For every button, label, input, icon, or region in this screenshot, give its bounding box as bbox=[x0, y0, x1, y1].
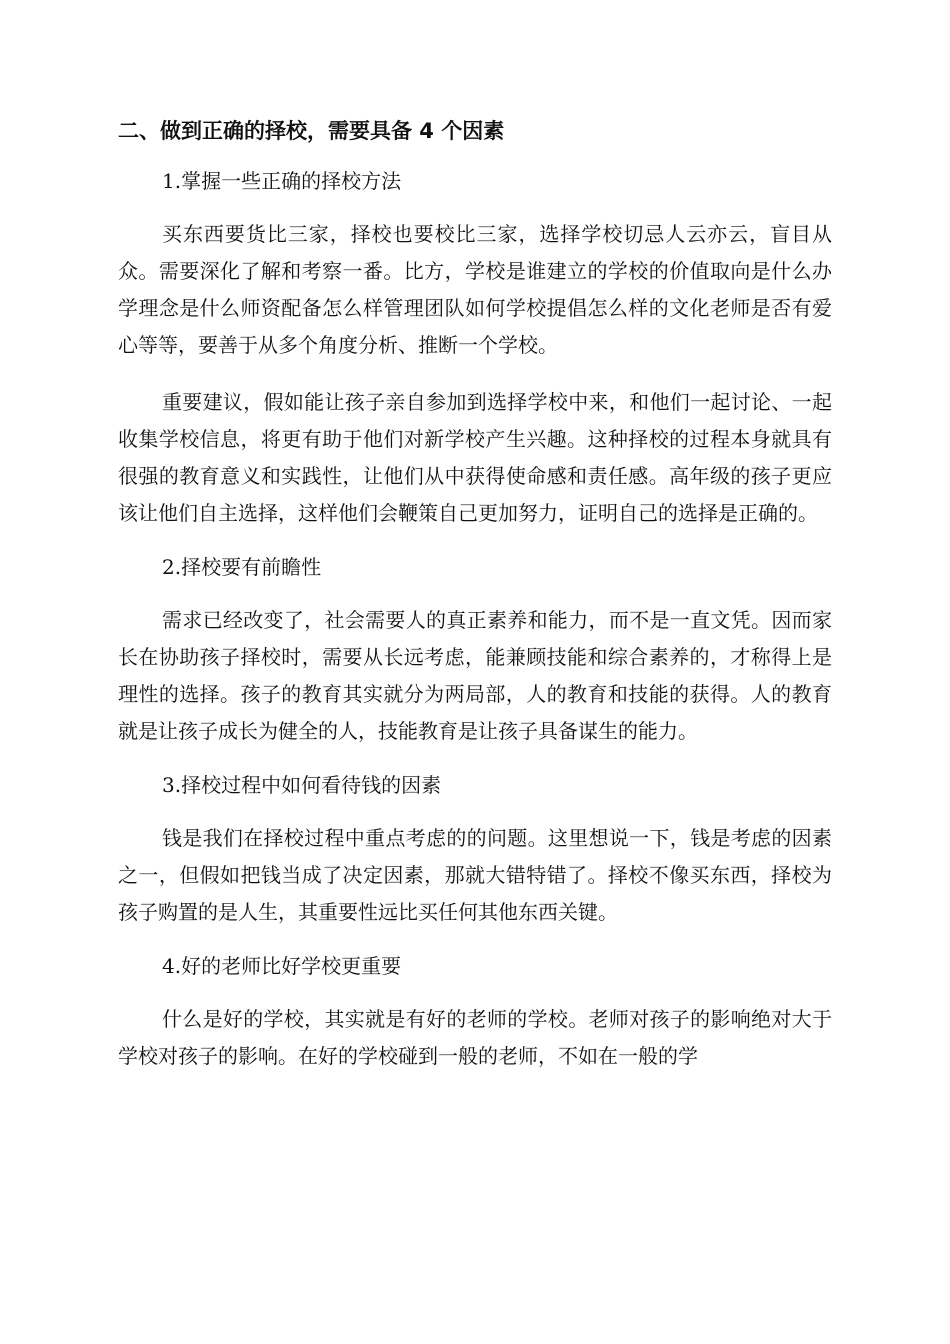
subsection-1-paragraph-2: 重要建议，假如能让孩子亲自参加到选择学校中来，和他们一起讨论、一起收集学校信息，将更有助于他们对新学校产生兴趣。这种择校的过程本身就具有很强的教育意义和实践性，让他们从中获得使命感和责任感。高年级的孩子更应该让他们自主选择，这样他们会鞭策自己更加努力，证明自己的选择是正确的。 bbox=[118, 390, 832, 525]
subsection-4-paragraph-1: 什么是好的学校，其实就是有好的老师的学校。老师对孩子的影响绝对大于学校对孩子的影响。在好的学校碰到一般的老师，不如在一般的学 bbox=[118, 1007, 832, 1068]
subsection-2-title: 2.择校要有前瞻性 bbox=[162, 555, 322, 579]
subsection-3-title: 3.择校过程中如何看待钱的因素 bbox=[162, 773, 442, 797]
subsection-3-paragraph-1: 钱是我们在择校过程中重点考虑的的问题。这里想说一下，钱是考虑的因素之一，但假如把钱当成了决定因素，那就大错特错了。择校不像买东西，择校为孩子购置的是人生，其重要性远比买任何其他东西关键。 bbox=[118, 826, 832, 924]
subsection-2-paragraph-1: 需求已经改变了，社会需要人的真正素养和能力，而不是一直文凭。因而家长在协助孩子择校时，需要从长远考虑，能兼顾技能和综合素养的，才称得上是理性的选择。孩子的教育其实就分为两局部，人的教育和技能的获得。人的教育就是让孩子成长为健全的人，技能教育是让孩子具备谋生的能力。 bbox=[118, 608, 832, 743]
subsection-1-title: 1.掌握一些正确的择校方法 bbox=[162, 169, 402, 193]
section-heading: 二、做到正确的择校，需要具备 4 个因素 bbox=[118, 119, 505, 143]
subsection-4-title: 4.好的老师比好学校更重要 bbox=[162, 954, 402, 978]
subsection-1-paragraph-1: 买东西要货比三家，择校也要校比三家，选择学校切忌人云亦云，盲目从众。需要深化了解和考察一番。比方，学校是谁建立的学校的价值取向是什么办学理念是什么师资配备怎么样管理团队如何学校提倡怎么样的文化老师是否有爱心等等，要善于从多个角度分析、推断一个学校。 bbox=[118, 222, 832, 357]
